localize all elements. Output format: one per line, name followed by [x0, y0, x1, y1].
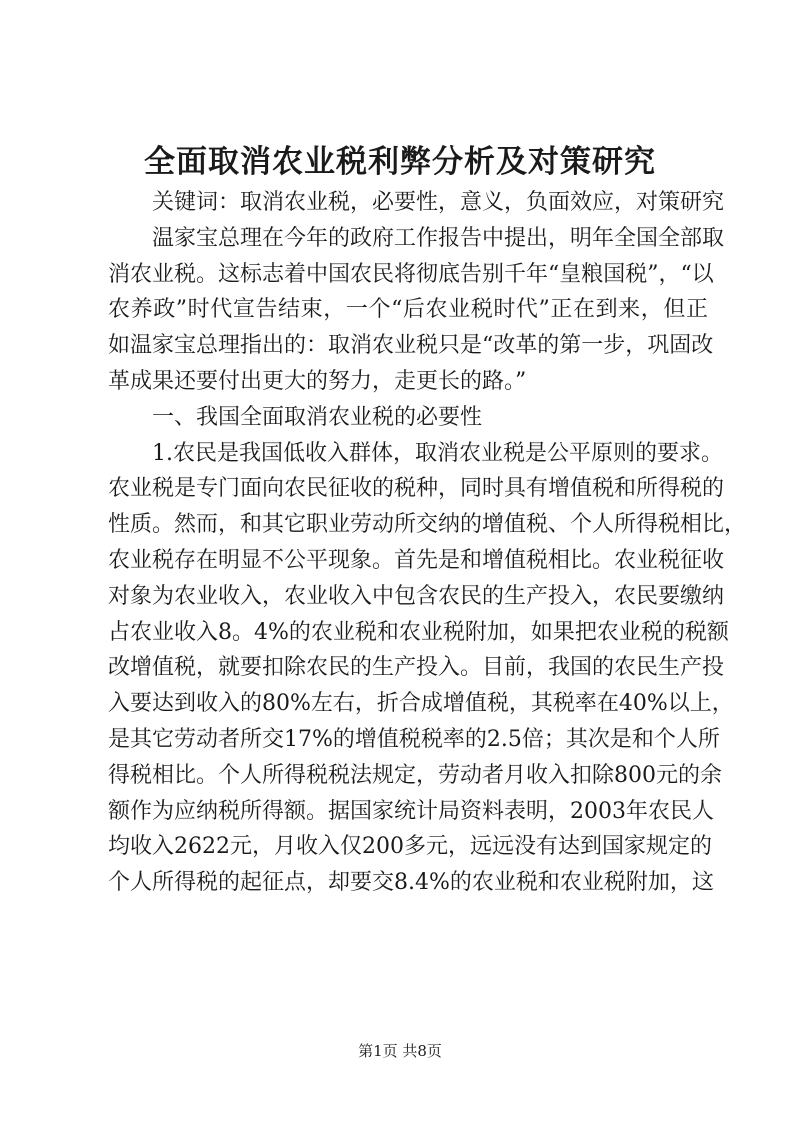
- paragraph-line: 得税相比。个人所得税税法规定，劳动者月收入扣除800元的余: [108, 762, 722, 788]
- paragraph-line: 如温家宝总理指出的：取消农业税只是“改革的第一步，巩固改: [108, 333, 714, 359]
- paragraph-line: 1.农民是我国低收入群体，取消农业税是公平原则的要求。: [152, 440, 723, 466]
- paragraph-line: 温家宝总理在今年的政府工作报告中提出，明年全国全部取: [152, 225, 725, 251]
- paragraph-line: 消农业税。这标志着中国农民将彻底告别千年“皇粮国税”，“以: [108, 261, 714, 287]
- paragraph-line: 占农业收入8。4%的农业税和农业税附加，如果把农业税的税额: [108, 619, 729, 645]
- document-title: 全面取消农业税利弊分析及对策研究: [144, 144, 656, 180]
- paragraph-line: 农业税是专门面向农民征收的税种，同时具有增值税和所得税的: [108, 476, 725, 502]
- paragraph-line: 个人所得税的起征点，却要交8.4%的农业税和农业税附加，这: [108, 870, 714, 896]
- paragraph-line: 是其它劳动者所交17%的增值税税率的2.5倍；其次是和个人所: [108, 726, 720, 752]
- paragraph-line: 对象为农业收入，农业收入中包含农民的生产投入，农民要缴纳: [108, 583, 725, 609]
- paragraph-line: 革成果还要付出更大的努力，走更长的路。”: [108, 368, 527, 394]
- paragraph-line: 改增值税，就要扣除农民的生产投入。目前，我国的农民生产投: [108, 655, 725, 681]
- paragraph-line: 额作为应纳税所得额。据国家统计局资料表明，2003年农民人: [108, 798, 714, 824]
- paragraph-line: 入要达到收入的80%左右，折合成增值税，其税率在40%以上，: [108, 691, 734, 717]
- paragraph-line: 农业税存在明显不公平现象。首先是和增值税相比。农业税征收: [108, 547, 725, 573]
- paragraph-line: 性质。然而，和其它职业劳动所交纳的增值税、个人所得税相比，: [108, 512, 747, 538]
- page-footer: 第1页 共8页: [358, 1042, 442, 1060]
- keywords-line: 关键词：取消农业税，必要性，意义，负面效应，对策研究: [152, 190, 725, 215]
- paragraph-line: 均收入2622元，月收入仅200多元，远远没有达到国家规定的: [108, 834, 712, 860]
- paragraph-line: 农养政”时代宣告结束，一个“后农业税时代”正在到来，但正: [108, 297, 708, 323]
- section-heading: 一、我国全面取消农业税的必要性: [152, 404, 483, 430]
- document-body: [108, 185, 747, 901]
